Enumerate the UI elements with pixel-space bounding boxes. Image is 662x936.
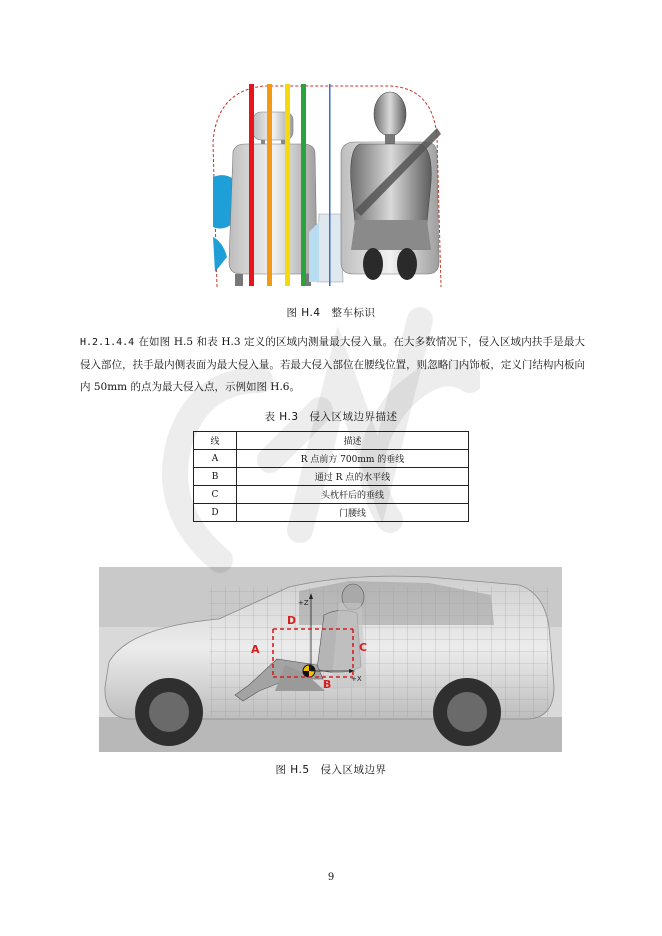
line-orange: [267, 84, 272, 286]
line-yellow: [285, 84, 290, 286]
label-c: C: [359, 641, 368, 654]
section-paragraph: [80, 331, 585, 398]
section-text: 在如图 H.5 和表 H.3 定义的区域内测量最大侵入量。在大多数情况下，侵入区域内扶手是最大侵入部位，扶手最内侧表面为最大侵入量。若最大侵入部位在腰线位置，则忽略门内饰板，定义门结构内板向内 50mm 的点为最大侵入点，示例如图 H.6。: [80, 336, 585, 393]
line-green: [301, 84, 306, 286]
table-h3-title: 表 H.3 侵入区域边界描述: [264, 411, 398, 423]
cell-line: B: [194, 468, 237, 486]
intrusion-boundary-table: [193, 431, 469, 522]
page-number: 9: [327, 872, 335, 883]
table-row: [194, 468, 469, 486]
table-row: [194, 450, 469, 468]
line-red: [249, 84, 254, 286]
cell-description: 通过 R 点的水平线: [237, 468, 469, 486]
cell-line: D: [194, 504, 237, 522]
table-row: [194, 504, 469, 522]
label-b: B: [323, 678, 332, 691]
figure-h5-illustration: [99, 567, 562, 752]
section-number: H.2.1.4.4: [80, 337, 135, 348]
table-row: [194, 486, 469, 504]
figure-h4-caption: 图 H.4 整车标识: [286, 307, 376, 319]
cell-line: A: [194, 450, 237, 468]
label-d: D: [287, 614, 297, 627]
cell-description: 门腰线: [237, 504, 469, 522]
label-a: A: [251, 643, 260, 656]
figure-h5-caption: 图 H.5 侵入区域边界: [275, 764, 387, 776]
table-header-row: [194, 432, 469, 450]
figure-h4-illustration: [205, 82, 450, 294]
x-axis-label: +X: [351, 675, 362, 683]
cell-description: R 点前方 700mm 的垂线: [237, 450, 469, 468]
cell-description: 头枕杆后的垂线: [237, 486, 469, 504]
line-blue: [329, 84, 331, 286]
z-axis-label: +Z: [298, 599, 309, 607]
header-description: 描述: [237, 432, 469, 450]
cell-line: C: [194, 486, 237, 504]
passenger-seat-with-dummy: [341, 92, 441, 280]
header-line: 线: [194, 432, 237, 450]
